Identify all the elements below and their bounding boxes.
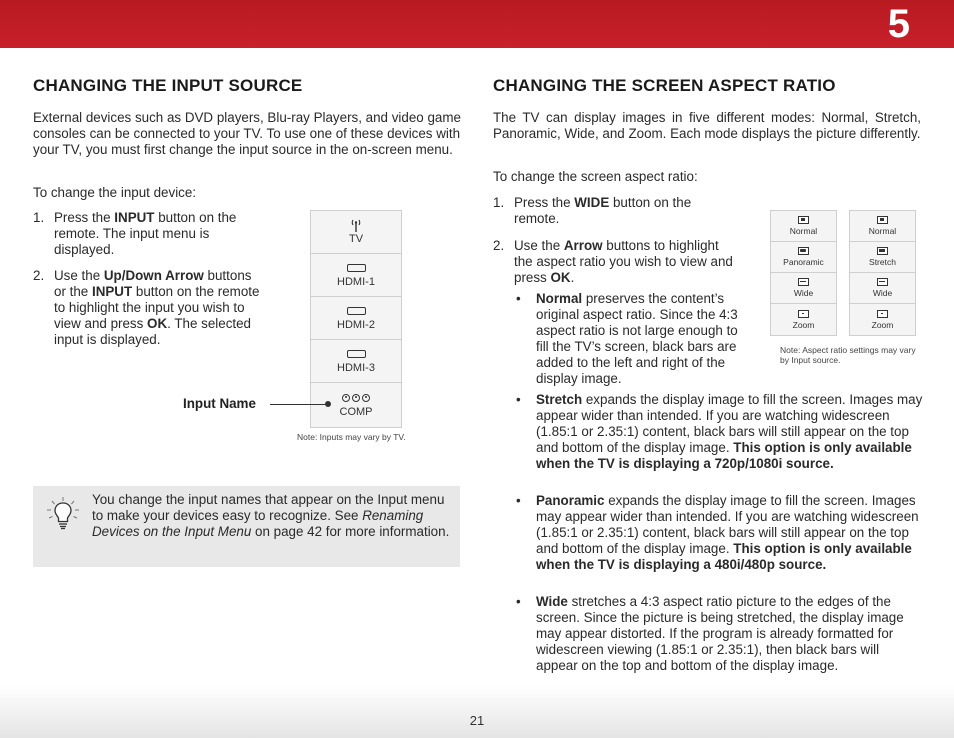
bullet-marker: • — [516, 291, 521, 306]
aspect-item-label: Wide — [872, 288, 893, 298]
header-bar — [0, 0, 954, 48]
aspect-zoom-icon — [877, 310, 888, 318]
aspect-step-1: Press the WIDE button on the remote. — [514, 195, 692, 226]
step-2-number: 2. — [33, 268, 45, 283]
hdmi-icon — [346, 349, 366, 359]
antenna-icon — [346, 220, 366, 230]
bullet-marker: • — [516, 392, 521, 407]
input-note: Note: Inputs may vary by TV. — [297, 432, 406, 442]
aspect-item-label: Normal — [789, 226, 818, 236]
aspect-note: Note: Aspect ratio settings may vary by Input source. — [780, 345, 916, 365]
aspect-item-label: Zoom — [871, 319, 894, 330]
input-item-label: HDMI-3 — [337, 361, 375, 374]
input-item-label: HDMI-2 — [337, 318, 375, 331]
input-item-label: TV — [348, 232, 364, 245]
footer-bar — [0, 686, 954, 738]
input-item-hdmi-3[interactable] — [311, 340, 401, 383]
hdmi-icon — [346, 306, 366, 316]
input-item-tv[interactable] — [311, 211, 401, 254]
chapter-number: 5 — [887, 2, 910, 46]
bullet-stretch: Stretch expands the display image to fill the screen. Images may appear wider than intended. If you are watching widescreen (1.85:1 or 2.35:1) content, black bars will still appear on the top and bottom of the display image. This option is only available when the TV is displaying a 720p/1080i source. — [536, 392, 923, 471]
lightbulb-icon — [46, 496, 80, 532]
aspect-panoramic-icon — [798, 247, 809, 255]
aspect-item-normal[interactable] — [771, 211, 836, 242]
section-title-input-source: CHANGING THE INPUT SOURCE — [33, 76, 303, 95]
aspect-item-label: Zoom — [792, 319, 815, 330]
aspect-lead: To change the screen aspect ratio: — [493, 169, 698, 184]
bullet-panoramic: Panoramic expands the display image to fill the screen. Images may appear wider than intended. If you are watching widescreen (1.85:1 or 2.35:1) content, black bars will still appear on the top and bottom of the display image. This option is only available when the TV is displaying a 480i/480p source. — [536, 493, 919, 572]
aspect-zoom-icon — [798, 310, 809, 318]
step-1-number: 1. — [33, 210, 45, 225]
bullet-wide: Wide stretches a 4:3 aspect ratio picture to the edges of the screen. Since the picture is being stretched, the display image may appear distorted. If the program is already formatted for widescreen viewing (1.85:1 or 2.35:1), then black bars will appear on the top and bottom of the display image. — [536, 594, 904, 673]
hdmi-icon — [346, 263, 366, 273]
tip-text: You change the input names that appear on the Input menu to make your devices easy to recognize. See Renaming Devices on the Input Menu on page 42 for more information. — [92, 492, 450, 539]
input-lead: To change the input device: — [33, 185, 197, 200]
callout-dot — [325, 401, 331, 407]
input-step-2: Use the Up/Down Arrow buttons or the INPUT button on the remote to highlight the input you wish to view and press OK. The selected input is displayed. — [54, 268, 260, 347]
aspect-wide-icon — [798, 278, 809, 286]
input-intro: External devices such as DVD players, Blu-ray Players, and video game consoles can be connected to your TV. To use one of these devices with your TV, you must first change the input source in the on-screen menu. — [33, 110, 461, 157]
input-menu — [310, 210, 402, 428]
aspect-step-2: Use the Arrow buttons to highlight the aspect ratio you wish to view and press OK. — [514, 238, 733, 285]
aspect-item-zoom[interactable] — [771, 304, 836, 335]
aspect-item-label: Wide — [793, 288, 814, 298]
aspect-normal-icon — [798, 216, 809, 224]
bullet-marker: • — [516, 493, 521, 508]
aspect-item-label: Stretch — [869, 257, 896, 267]
input-item-label: HDMI-1 — [337, 275, 375, 288]
aspect-wide-icon — [877, 278, 888, 286]
bullet-normal: Normal preserves the content’s original aspect ratio. Since the 4:3 aspect ratio is not large enough to fill the TV’s screen, black bars are added to the left and right of the display image. — [536, 291, 738, 386]
aspect-item-normal[interactable] — [850, 211, 915, 242]
step-2-number: 2. — [493, 238, 505, 253]
aspect-intro: The TV can display images in five different modes: Normal, Stretch, Panoramic, Wide, and Zoom. Each mode displays the picture differently. — [493, 110, 921, 141]
aspect-item-stretch[interactable] — [850, 242, 915, 273]
aspect-item-wide[interactable] — [771, 273, 836, 304]
aspect-item-label: Panoramic — [783, 257, 824, 267]
component-icon — [346, 393, 366, 403]
aspect-menu-480 — [770, 210, 837, 336]
input-item-label: COMP — [339, 405, 373, 418]
aspect-item-wide[interactable] — [850, 273, 915, 304]
input-step-1: Press the INPUT button on the remote. The input menu is displayed. — [54, 210, 237, 257]
step-1-number: 1. — [493, 195, 505, 210]
aspect-normal-icon — [877, 216, 888, 224]
bullet-marker: • — [516, 594, 521, 609]
aspect-stretch-icon — [877, 247, 888, 255]
aspect-item-zoom[interactable] — [850, 304, 915, 335]
page-number: 21 — [469, 713, 485, 728]
callout-line — [270, 404, 328, 405]
input-item-hdmi-1[interactable] — [311, 254, 401, 297]
input-name-callout: Input Name — [183, 396, 256, 411]
aspect-item-panoramic[interactable] — [771, 242, 836, 273]
section-title-aspect-ratio: CHANGING THE SCREEN ASPECT RATIO — [493, 76, 836, 95]
aspect-menu-720 — [849, 210, 916, 336]
input-item-hdmi-2[interactable] — [311, 297, 401, 340]
aspect-item-label: Normal — [868, 226, 897, 236]
